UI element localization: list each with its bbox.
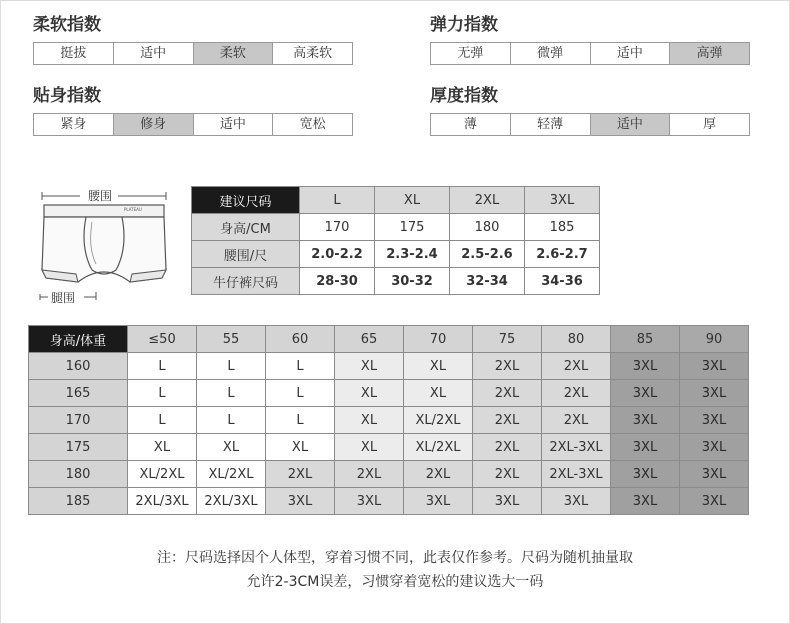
table-row [29, 353, 749, 380]
table-cell: L [197, 407, 266, 434]
table-cell: 2.3-2.4 [375, 241, 450, 268]
size-table-corner: 建议尺码 [192, 187, 300, 214]
table-cell: 3XL [680, 434, 749, 461]
table-cell: 3XL [611, 434, 680, 461]
waist-label: 腰围 [88, 189, 113, 203]
weight-column-header: 75 [473, 326, 542, 353]
table-cell: 2XL [542, 380, 611, 407]
table-cell: 3XL [611, 488, 680, 515]
height-weight-header [29, 326, 749, 353]
weight-column-header: ≤50 [128, 326, 197, 353]
fit-option: 适中 [194, 114, 274, 135]
table-cell: 2XL [542, 353, 611, 380]
table-row [29, 488, 749, 515]
elasticity-option: 无弹 [431, 43, 511, 64]
table-cell: L [197, 353, 266, 380]
thickness-index-title: 厚度指数 [430, 86, 498, 106]
table-row [192, 214, 600, 241]
table-cell: 3XL [680, 461, 749, 488]
table-cell: 34-36 [525, 268, 600, 295]
size-column-header: 3XL [525, 187, 600, 214]
table-cell: 175 [375, 214, 450, 241]
fit-index-title: 贴身指数 [33, 86, 101, 106]
table-row [192, 268, 600, 295]
table-cell: 2XL/3XL [128, 488, 197, 515]
table-cell: XL/2XL [128, 461, 197, 488]
softness-index [33, 12, 353, 65]
table-cell: 32-34 [450, 268, 525, 295]
table-cell: L [266, 353, 335, 380]
table-cell: L [266, 407, 335, 434]
row-label: 腰围/尺 [192, 241, 300, 268]
table-cell: 3XL [680, 407, 749, 434]
elasticity-option: 微弹 [511, 43, 591, 64]
table-cell: 2XL [473, 353, 542, 380]
elasticity-index [430, 12, 750, 65]
table-cell: 3XL [611, 380, 680, 407]
weight-column-header: 80 [542, 326, 611, 353]
table-cell: L [128, 353, 197, 380]
weight-column-header: 55 [197, 326, 266, 353]
fit-option-selected: 修身 [114, 114, 194, 135]
elasticity-option: 适中 [591, 43, 671, 64]
table-cell: XL/2XL [404, 434, 473, 461]
size-table [191, 186, 600, 295]
table-cell: 2XL-3XL [542, 434, 611, 461]
leg-label: 腿围 [51, 291, 76, 305]
size-column-header: 2XL [450, 187, 525, 214]
weight-column-header: 90 [680, 326, 749, 353]
table-cell: XL/2XL [404, 407, 473, 434]
table-cell: 2XL [473, 407, 542, 434]
briefs-illustration [30, 178, 180, 308]
fit-index [33, 83, 353, 136]
table-cell: 3XL [611, 407, 680, 434]
table-cell: XL [335, 434, 404, 461]
table-cell: 2XL [473, 461, 542, 488]
thickness-scale [430, 113, 750, 136]
table-cell: 170 [300, 214, 375, 241]
table-cell: 2XL/3XL [197, 488, 266, 515]
table-row [29, 380, 749, 407]
softness-scale [33, 42, 353, 65]
table-cell: 3XL [542, 488, 611, 515]
table-cell: 3XL [680, 353, 749, 380]
table-cell: L [128, 380, 197, 407]
table-cell: XL [404, 380, 473, 407]
table-cell: 2.0-2.2 [300, 241, 375, 268]
table-cell: 3XL [335, 488, 404, 515]
table-cell: 2XL [473, 380, 542, 407]
softness-index-title: 柔软指数 [33, 15, 101, 35]
table-row [29, 461, 749, 488]
height-row-label: 160 [29, 353, 128, 380]
table-cell: XL [197, 434, 266, 461]
table-row [29, 407, 749, 434]
fit-option: 宽松 [299, 117, 326, 132]
table-row [29, 434, 749, 461]
size-column-header: L [300, 187, 375, 214]
thickness-option-selected: 适中 [591, 114, 671, 135]
table-cell: 3XL [266, 488, 335, 515]
table-cell: 2XL [266, 461, 335, 488]
table-cell: 28-30 [300, 268, 375, 295]
row-label: 牛仔裤尺码 [192, 268, 300, 295]
softness-option: 适中 [114, 43, 194, 64]
table-cell: 3XL [611, 353, 680, 380]
size-table-header [192, 187, 600, 214]
weight-column-header: 70 [404, 326, 473, 353]
softness-option: 挺拔 [34, 43, 114, 64]
thickness-option: 厚 [703, 117, 717, 132]
table-cell: 3XL [473, 488, 542, 515]
note-line-2: 允许2-3CM误差，习惯穿着宽松的建议选大一码 [246, 574, 544, 590]
table-cell: 185 [525, 214, 600, 241]
elasticity-option-selected: 高弹 [670, 43, 749, 64]
table-cell: 2.5-2.6 [450, 241, 525, 268]
table-cell: 3XL [680, 380, 749, 407]
elasticity-index-title: 弹力指数 [430, 15, 498, 35]
table-cell: 2XL [473, 434, 542, 461]
height-row-label: 165 [29, 380, 128, 407]
fit-scale [33, 113, 353, 136]
height-row-label: 170 [29, 407, 128, 434]
table-cell: XL [404, 353, 473, 380]
note-line-1: 注：尺码选择因个人体型，穿着习惯不同，此表仅作参考。尺码为随机抽量取 [157, 550, 633, 566]
weight-column-header: 85 [611, 326, 680, 353]
table-cell: XL/2XL [197, 461, 266, 488]
table-cell: 3XL [404, 488, 473, 515]
table-cell: 2XL [335, 461, 404, 488]
height-row-label: 185 [29, 488, 128, 515]
height-row-label: 180 [29, 461, 128, 488]
thickness-option: 轻薄 [511, 114, 591, 135]
softness-option: 高柔软 [293, 46, 333, 61]
table-cell: 2.6-2.7 [525, 241, 600, 268]
table-cell: L [266, 380, 335, 407]
table-cell: XL [335, 380, 404, 407]
table-cell: 30-32 [375, 268, 450, 295]
thickness-option: 薄 [431, 114, 511, 135]
height-row-label: 175 [29, 434, 128, 461]
table-cell: 3XL [611, 461, 680, 488]
table-cell: 3XL [680, 488, 749, 515]
weight-column-header: 65 [335, 326, 404, 353]
table-cell: XL [128, 434, 197, 461]
size-column-header: XL [375, 187, 450, 214]
fit-option: 紧身 [34, 114, 114, 135]
table-cell: XL [335, 407, 404, 434]
brand-tag: PLATEAU [124, 207, 142, 212]
table-cell: L [128, 407, 197, 434]
table-cell: 2XL-3XL [542, 461, 611, 488]
elasticity-scale [430, 42, 750, 65]
table-cell: 2XL [542, 407, 611, 434]
table-cell: XL [335, 353, 404, 380]
table-row [192, 241, 600, 268]
height-weight-table [28, 325, 749, 515]
height-weight-corner: 身高/体重 [29, 326, 128, 353]
table-cell: L [197, 380, 266, 407]
table-cell: 180 [450, 214, 525, 241]
table-cell: XL [266, 434, 335, 461]
weight-column-header: 60 [266, 326, 335, 353]
softness-option-selected: 柔软 [194, 43, 274, 64]
thickness-index [430, 83, 750, 136]
table-cell: 2XL [404, 461, 473, 488]
row-label: 身高/CM [192, 214, 300, 241]
